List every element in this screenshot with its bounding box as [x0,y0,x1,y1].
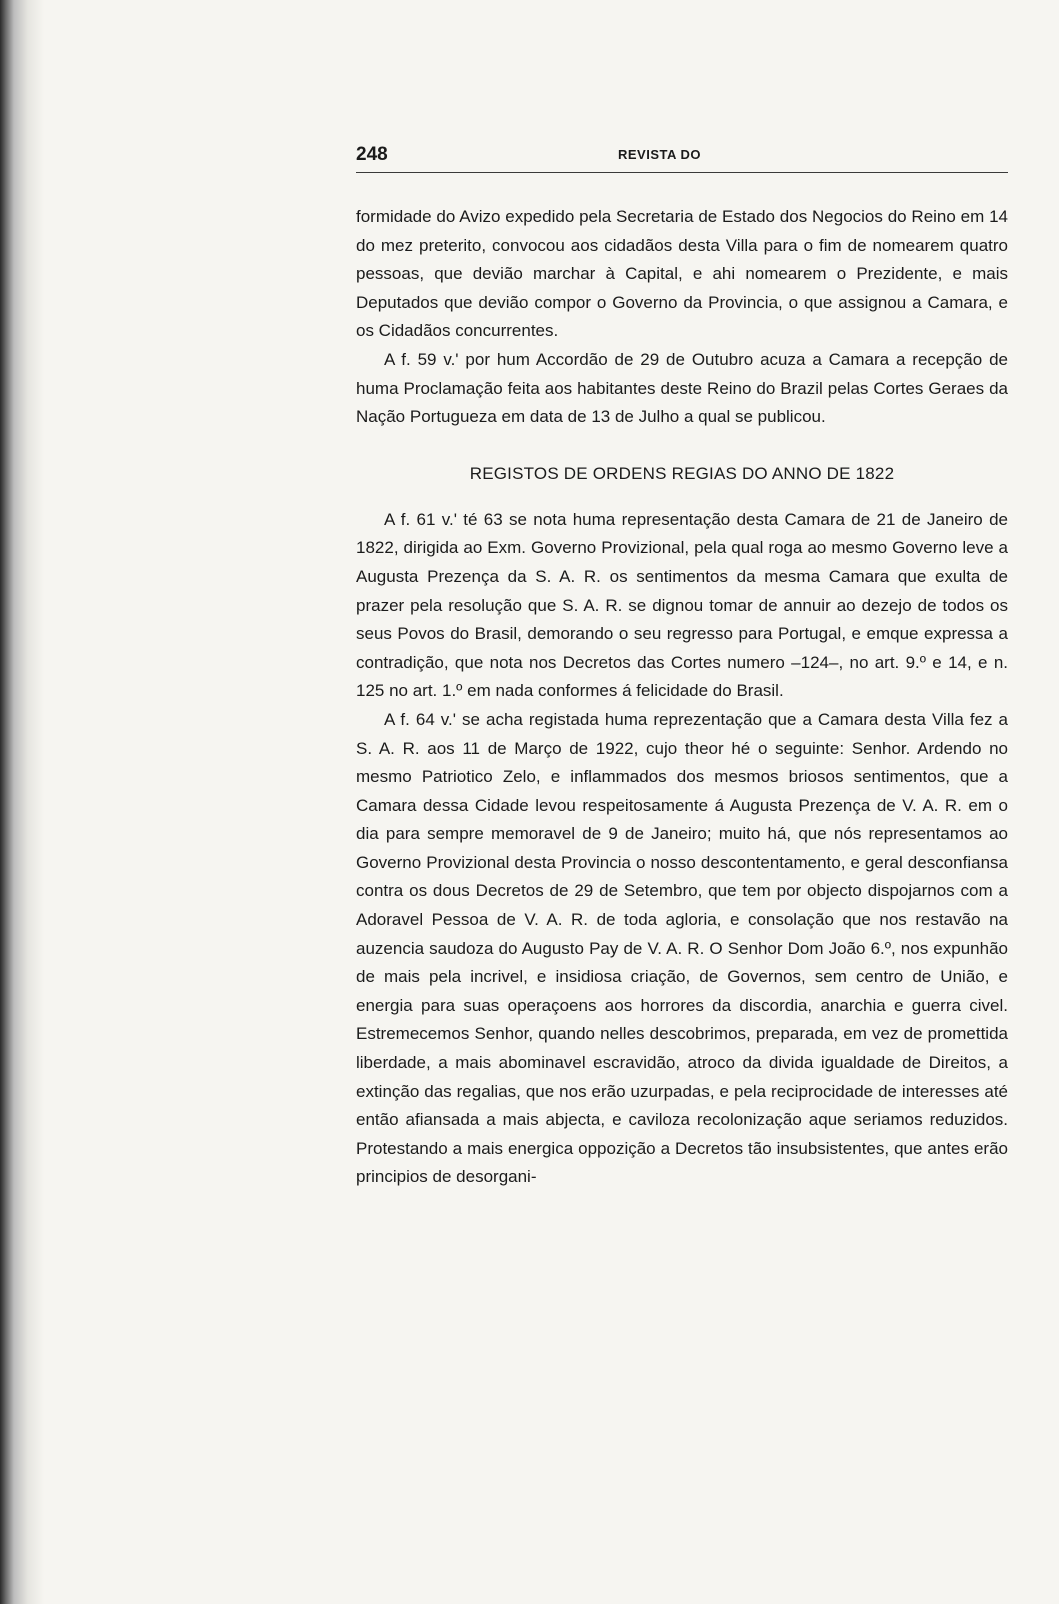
section-heading: REGISTOS DE ORDENS REGIAS DO ANNO DE 1822 [469,463,895,483]
book-spine-shadow [0,0,44,1604]
paragraph-continuation: formidade do Avizo expedido pela Secretaria de Estado dos Negocios do Reino em 14 do mez preterito, convocou aos cidadãos desta Villa para o fim de nomearem quatro pessoas, que devião marchar à Capital, e ahi nomearem o Prezidente, e mais Deputados que devião compor o Governo da Provincia, o que assignou a Camara, e os Cidadãos concurrentes. [356,207,1008,341]
running-head [356,140,1008,173]
journal-title: REVISTA DO [618,147,702,162]
paragraph-representacao: A f. 61 v.' té 63 se nota huma representação desta Camara de 21 de Janeiro de 1822, dirigida ao Exm. Governo Provizional, pela qual roga ao mesmo Governo leve a Augusta Prezença da S. A. R. os sentimentos da mesma Camara que exulta de prazer pela resolução que S. A. R. se dignou tomar de annuir ao dezejo de todos os seus Povos do Brasil, demorando o seu regresso para Portugal, e emque expressa a contradição, que nota nos Decretos das Cortes numero –124–, no art. 9.º e 14, e n. 125 no art. 1.º em nada conformes á felicidade do Brasil. [356,509,1008,701]
body-text [356,203,1008,1192]
paragraph-reprezentacao: A f. 64 v.' se acha registada huma reprezentação que a Camara desta Villa fez a S. A. R. aos 11 de Março de 1922, cujo theor hé o seguinte: Senhor. Ardendo no mesmo Patriotico Zelo, e inflammados dos mesmos briosos sentimentos, que a Camara dessa Cidade levou respeitosamente á Augusta Prezença de V. A. R. em o dia para sempre memoravel de 9 de Janeiro; muito há, que nós representamos ao Governo Provizional desta Provincia o nosso descontentamento, e geral desconfiansa contra os dous Decretos de 29 de Setembro, que tem por objecto dispojarnos com a Adoravel Pessoa de V. A. R. de toda agloria, e consolação que nos restavão na auzencia saudoza do Augusto Pay de V. A. R. O Senhor Dom João 6.º, nos expunhão de mais pela incrivel, e insidiosa criação, de Governos, sem centro de União, e energia para suas operaçoens aos horrores da discordia, anarchia e guerra civel. Estremecemos Senhor, quando nelles descobrimos, preparada, em vez de promettida liberdade, a mais abominavel escravidão, atroco da divida igualdade de Direitos, a extinção das regalias, que nos erão uzurpadas, e pela reciprocidade de interesses até então afiansada a mais abjecta, e caviloza recolonização aque seriamos reduzidos. Protestando a mais energica oppozição a Decretos tão insubsistentes, que antes erão principios de desorgani- [356,709,1008,1187]
document-page [356,140,1008,1192]
page-number: 248 [356,144,388,165]
paragraph-accordao: A f. 59 v.' por hum Accordão de 29 de Outubro acuza a Camara a recepção de huma Proclamação feita aos habitantes deste Reino do Brazil pelas Cortes Geraes da Nação Portugueza em data de 13 de Julho a qual se publicou. [356,349,1008,427]
